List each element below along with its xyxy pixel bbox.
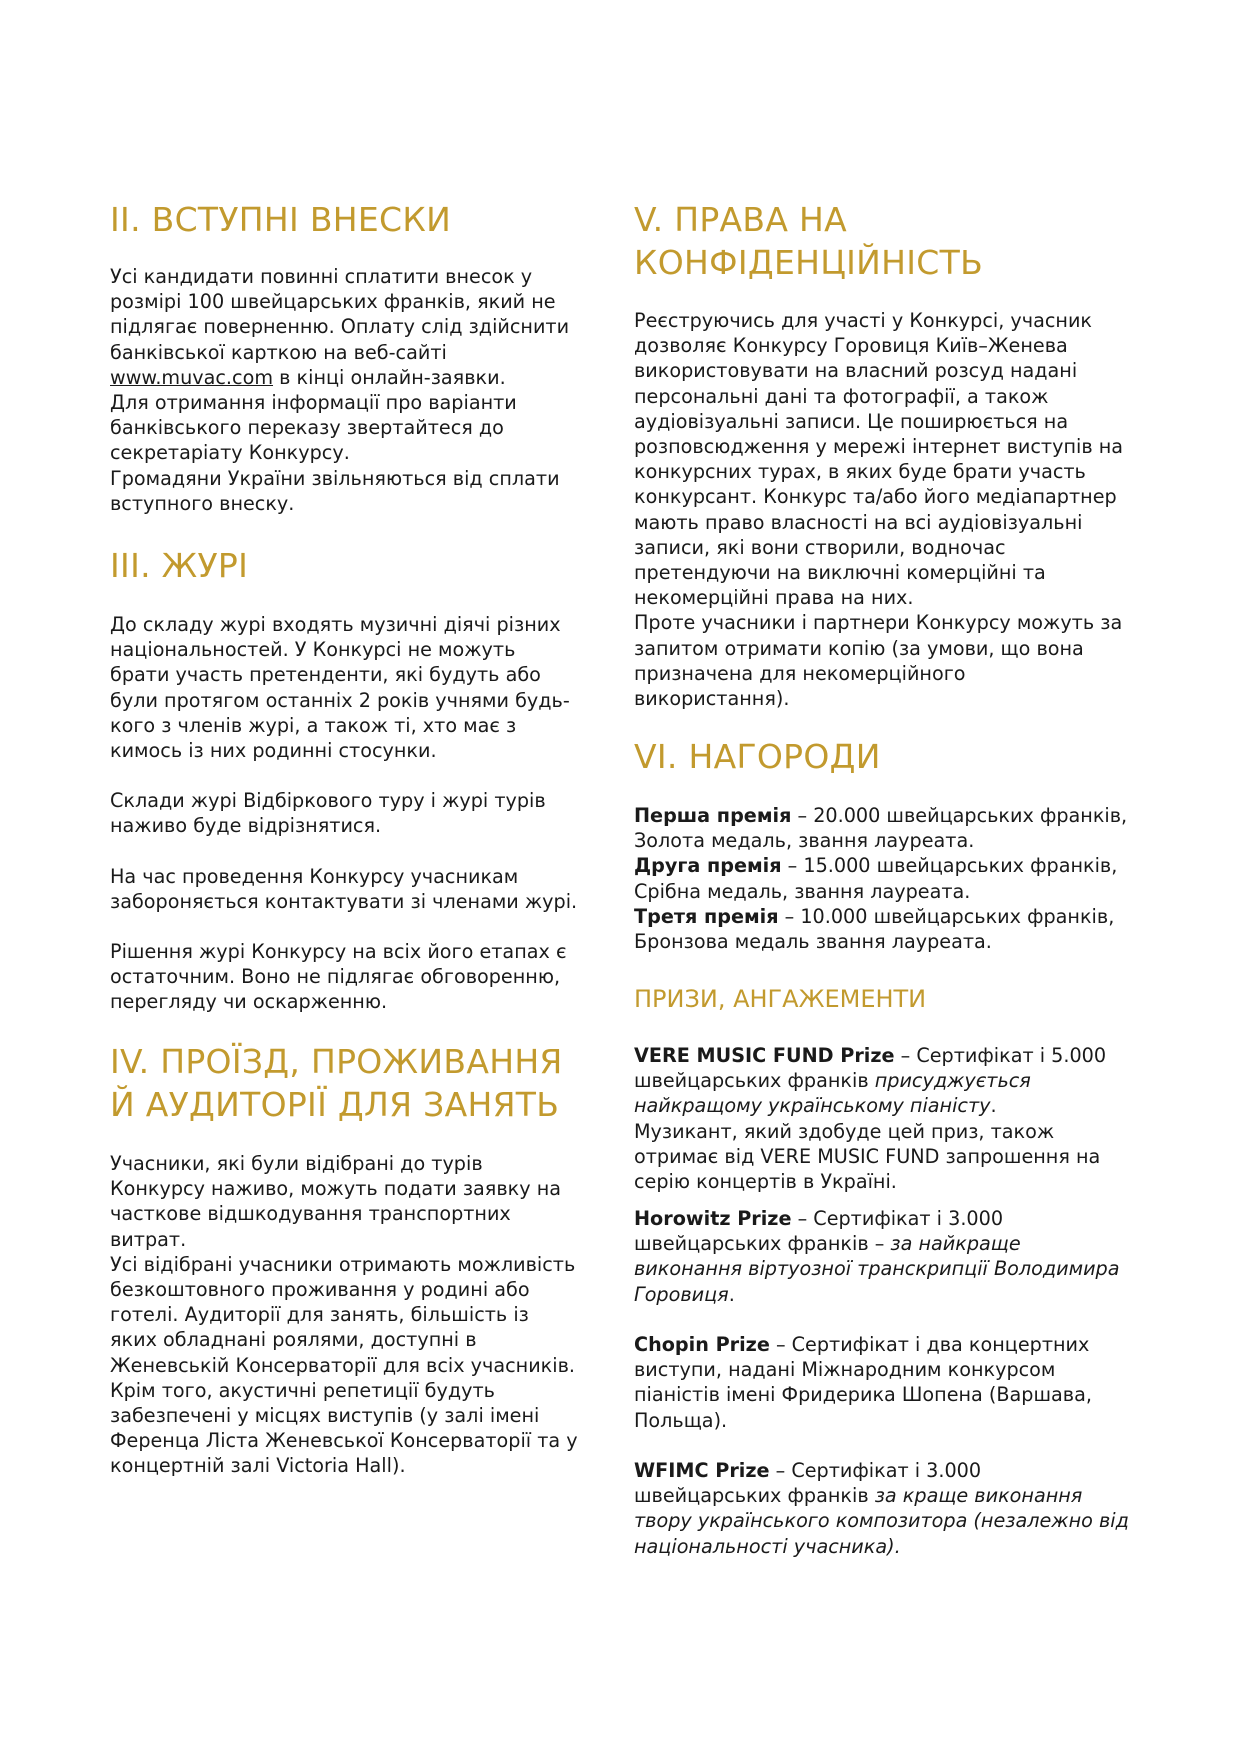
award-second-text: – 15.000 швейцарських франків, Срібна медаль, звання лауреата. bbox=[634, 854, 1118, 903]
entry-fees-text bbox=[110, 264, 580, 516]
award-second bbox=[634, 853, 1134, 903]
prize-horowitz-desc bbox=[634, 1206, 1134, 1307]
section-title-awards: VI. НАГОРОДИ bbox=[634, 737, 881, 776]
prize-wfimc bbox=[634, 1458, 1134, 1559]
prize-chopin-desc bbox=[634, 1332, 1134, 1433]
prize-vere bbox=[634, 1043, 1134, 1194]
prize-horowitz-name: Horowitz Prize bbox=[634, 1207, 792, 1230]
award-first bbox=[634, 803, 1134, 853]
jury-paragraph-3: На час проведення Конкурсу учасникам забороняється контактувати зі членами журі. bbox=[110, 864, 578, 913]
jury-text bbox=[110, 612, 580, 1015]
prize-horowitz bbox=[634, 1206, 1134, 1307]
ukraine-exemption: Громадяни України звільняються від сплати вступного внеску. bbox=[110, 466, 560, 515]
section-title-jury: III. ЖУРІ bbox=[110, 546, 249, 585]
entry-fees-paragraph bbox=[110, 264, 580, 390]
jury-paragraph-4: Рішення журі Конкурсу на всіх його етапах є остаточним. Воно не підлягає обговоренню, перегляду чи оскарженню. bbox=[110, 940, 567, 1014]
prize-vere-desc bbox=[634, 1043, 1134, 1119]
prize-vere-after: . bbox=[990, 1094, 997, 1118]
prize-chopin bbox=[634, 1332, 1134, 1433]
prize-wfimc-name: WFIMC Prize bbox=[634, 1459, 770, 1482]
prize-horowitz-italic: за найкраще виконання віртуозної транскрипції Володимира Горовиця bbox=[634, 1232, 1120, 1306]
section-title-entry-fees: II. ВСТУПНІ ВНЕСКИ bbox=[110, 200, 452, 239]
prize-vere-text: – Сертифікат і 5.000 швейцарських франків bbox=[634, 1044, 1107, 1093]
award-first-text: – 20.000 швейцарських франків, Золота медаль, звання лауреата. bbox=[634, 804, 1128, 853]
awards-list bbox=[634, 803, 1134, 954]
prize-vere-extra: Музикант, який здобуде цей приз, також отримає від VERE MUSIC FUND запрошення на серію концертів в Україні. bbox=[634, 1119, 1101, 1194]
entry-fees-text-2: в кінці онлайн-заявки. bbox=[273, 365, 506, 389]
prize-chopin-text: – Сертифікат і два концертних виступи, надані Міжнародним конкурсом піаністів імені Фридерика Шопена (Варшава, Польща). bbox=[634, 1333, 1092, 1432]
bank-transfer-info: Для отримання інформації про варіанти банківського переказу звертайтеся до секретаріату Конкурсу. bbox=[110, 391, 517, 465]
prize-chopin-name: Chopin Prize bbox=[634, 1333, 770, 1356]
travel-text bbox=[110, 1151, 580, 1479]
prize-wfimc-text: – Сертифікат і 3.000 швейцарських франків bbox=[634, 1459, 982, 1508]
entry-fees-text-1: Усі кандидати повинні сплатити внесок у розмірі 100 швейцарських франків, який не підлягає поверненню. Оплату слід здійснити банківської карткою на веб-сайті bbox=[110, 265, 570, 364]
prize-vere-name: VERE MUSIC FUND Prize bbox=[634, 1044, 895, 1067]
section-title-privacy: V. ПРАВА НА КОНФІДЕНЦІЙНІСТЬ bbox=[634, 200, 984, 282]
privacy-paragraph-1: Реєструючись для участі у Конкурсі, учасник дозволяє Конкурсу Горовиця Київ–Женева використовувати на власний розсуд надані персональні дані та фотографії, а також аудіовізуальні записи. Це поширюється на розповсюдження у мережі інтернет виступів на конкурсних турах, в яких буде брати участь конкурсант. Конкурс та/або його медіапартнер мають право власності на всі аудіовізуальні записи, які вони створили, водночас претендуючи на виключні комерційні та некомерційні права на них. bbox=[634, 309, 1124, 610]
travel-paragraph-2: Усі відібрані учасники отримають можливість безкоштовного проживання у родині або готелі. Аудиторії для занять, більшість із яких обладнані роялями, доступні в Женевській Консерваторії для всіх учасників. Крім того, акустичні репетиції будуть забезпечені у місцях виступів (у залі імені Ференца Ліста Женевської Консерваторії та у концертній залі Victoria Hall). bbox=[110, 1252, 578, 1478]
section-title-travel: IV. ПРОЇЗД, ПРОЖИВАННЯ Й АУДИТОРІЇ ДЛЯ ЗАНЯТЬ bbox=[110, 1042, 563, 1124]
prize-wfimc-italic: за краще виконання твору українського композитора (незалежно від національності учасника). bbox=[634, 1484, 1129, 1558]
award-third bbox=[634, 904, 1134, 954]
award-third-text: – 10.000 швейцарських франків, Бронзова медаль звання лауреата. bbox=[634, 904, 1115, 954]
prize-vere-italic: присуджується найкращому українському піаністу bbox=[634, 1069, 1031, 1118]
privacy-text bbox=[634, 308, 1124, 711]
prize-wfimc-desc bbox=[634, 1458, 1134, 1559]
jury-paragraph-2: Склади журі Відбіркового туру і журі турів наживо буде відрізнятися. bbox=[110, 789, 546, 838]
travel-paragraph-1: Учасники, які були відібрані до турів Конкурсу наживо, можуть подати заявку на часткове відшкодування транспортних витрат. bbox=[110, 1152, 561, 1251]
jury-paragraph-1: До складу журі входять музичні діячі різних національностей. У Конкурсі не можуть брати участь претенденти, які будуть або були протягом останніх 2 років учнями будь-кого з членів журі, а також ті, хто має з кимось із них родинні стосунки. bbox=[110, 613, 570, 763]
prize-horowitz-after: . bbox=[728, 1282, 735, 1306]
award-third-name: Третя премія bbox=[634, 904, 779, 928]
section-title-prizes: ПРИЗИ, АНГАЖЕМЕНТИ bbox=[634, 985, 927, 1013]
award-second-name: Друга премія bbox=[634, 854, 782, 878]
prize-horowitz-text: – Сертифікат і 3.000 швейцарських франків – bbox=[634, 1207, 1004, 1256]
privacy-paragraph-2: Проте учасники і партнери Конкурсу можуть за запитом отримати копію (за умови, що вона призначена для некомерційного використання). bbox=[634, 611, 1123, 711]
muvac-link[interactable]: www.muvac.com bbox=[110, 365, 274, 389]
award-first-name: Перша премія bbox=[634, 804, 792, 827]
